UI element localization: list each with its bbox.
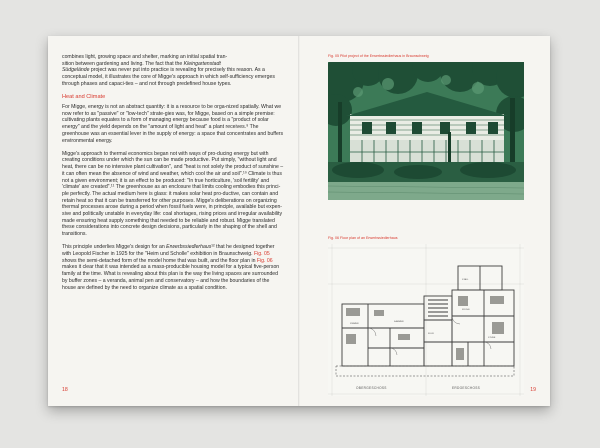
svg-text:KAMMER: KAMMER bbox=[394, 321, 404, 323]
svg-text:STUBE: STUBE bbox=[488, 337, 496, 339]
house-photograph bbox=[328, 62, 524, 200]
page-number-left: 18 bbox=[62, 387, 68, 393]
page-number-right: 19 bbox=[530, 387, 536, 393]
floor-plan-drawing bbox=[328, 244, 524, 396]
book-gutter bbox=[298, 36, 300, 406]
section-heading: Heat and Climate bbox=[62, 94, 106, 101]
paragraph-energy: For Migge, energy is not an abstract quantity: it is a resource to be orga-nized spatially. What we now refer to as "passive" or "low-tech" strate-gies was, for Migge, based on a simple premise: cultivating plants equates to a form of managing energy because food is a "product of solar energy" and the yield depends on the "amount of light and heat" a plant receives.⁹ The greenhouse was an essential lever in the supply of energy: a space that concentrates and buffers environmental energy. bbox=[62, 104, 284, 144]
paragraph-thermal: Migge's approach to thermal economics began not with ways of pro-ducing energy but with creating conditions under which the sun can be made productive. Put simply, "without light and heat, there can be no intensive plant cultivation", and "heat is not solely the product of sunshine – it can often mean the absence of wind and weather, which cool the air and soil".¹⁰ Climate is thus not a given environment; it is an effect to be produced: "In true horticulture, 'soil fertility' and 'climate' are created".¹¹ The greenhouse as an enclosure that limits cooling embodies this princi-ple perfectly. The actual medium here is glass: it makes solar heat pro-ductive, can contain and retain heat so that it can be transferred for other purposes. Migge's deliberations on organizing thermal processes arose during a period when fossil fuels were, in principle, available but expen-sive and politically unstable in everyday life: coal shortages, rising prices and irregular availability made ensuring heat supply something that needed to be reliable and robust. Migge translated these considerations into concrete design decisions, particularly in the shaping of the shell and transitions. bbox=[62, 150, 284, 238]
figure-reference-06[interactable]: Fig. 06 bbox=[256, 257, 273, 264]
book-spread bbox=[48, 36, 550, 406]
paragraph-intro: combines light, growing space and shelter, marking an initial spatial tran- sition between gardening and living. The fact that the Kleingartenstadt Südgelände project was never put into practice is revealing for precisely this reason. As a conceptual model, it illustrates the core of Migge's approach in which self-sufficiency emerges through phases and capaci-ties – and not through predefined house types. bbox=[62, 54, 275, 87]
plan-label-ground-floor: ERDGESCHOSS bbox=[452, 386, 481, 390]
svg-text:KÜCHE: KÜCHE bbox=[462, 309, 470, 311]
figure-06-caption: Fig. 06 Floor plan of an Erwerbssiedlerhaus bbox=[328, 236, 398, 240]
left-page-text bbox=[62, 54, 284, 298]
svg-text:STALL: STALL bbox=[462, 279, 469, 281]
figure-reference-05[interactable]: Fig. 05 bbox=[253, 251, 270, 258]
paragraph-principle: This principle underlies Migge's design for an Erwerbssiedlerhaus¹² that he designed together with Leopold Fischer in 1925 for the "Heim und Scholle" exhibition in Braunschweig. Fig. 05 shows the semi-detached form of the model home that was built, and the floor plan in Fig. 06 makes it clear that it was intended as a mass-producible housing model for a typical five-person family at the time. What is revealing about this plan is the way the living spaces are surrounded by buffer zones – a veranda, animal pen and conservatory – and how the boundaries of the house are defined by the need to organize climate as a spatial condition. bbox=[62, 244, 280, 291]
svg-text:ZIMMER: ZIMMER bbox=[350, 323, 359, 325]
svg-text:FLUR: FLUR bbox=[428, 333, 434, 335]
plan-label-upper-floor: OBERGESCHOSS bbox=[356, 386, 387, 390]
figure-05-caption: Fig. 05 Pilot project of the Erwerbssiedlerhaus in Braunschweig bbox=[328, 54, 429, 58]
